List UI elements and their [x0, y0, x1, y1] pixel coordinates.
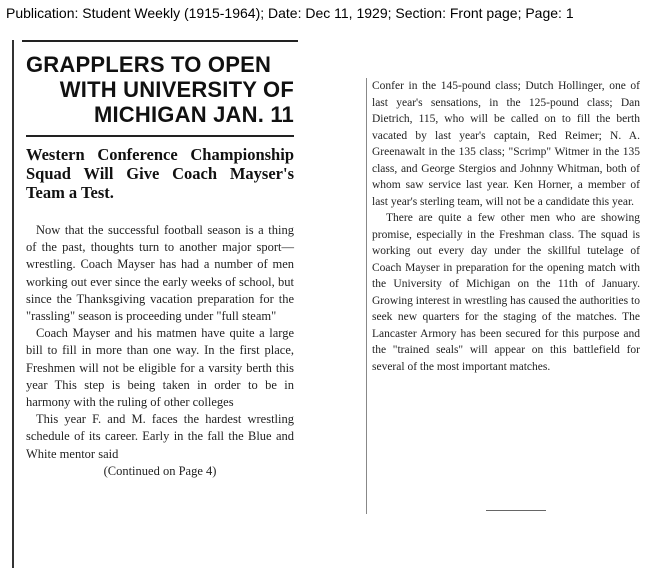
headline-line-2: WITH UNIVERSITY OF	[59, 77, 294, 102]
headline	[26, 52, 294, 127]
left-article-body	[26, 222, 294, 480]
headline-line-3: MICHIGAN JAN. 11	[93, 102, 294, 127]
article-paragraph: There are quite a few other men who are showing promise, especially in the Freshman class. The squad is working out every day under the skillful tutelage of Coach Mayser in preparation for the opening match with the University of Michigan on the 11th of January. Growing interest in wrestling has caused the authorities to seek new quarters for the staging of the matches. The Lancaster Armory has been secured for this purpose and the "trained seals" will appear on this battlefield for several of the most important matches.	[372, 212, 640, 373]
left-clipping	[12, 38, 298, 576]
left-margin-rule	[12, 40, 14, 568]
publication-caption: Publication: Student Weekly (1915-1964); Date: Dec 11, 1929; Section: Front page; Page: 1	[6, 5, 574, 21]
top-rule	[22, 40, 298, 42]
article-paragraph: This year F. and M. faces the hardest wrestling schedule of its career. Early in the fall the Blue and White mentor said	[26, 412, 294, 461]
article-paragraph: Now that the successful football season is a thing of the past, thoughts turn to another major sport—wrestling. Coach Mayser has had a number of men working out ever since the early weeks of school, but since the Thanksgiving vacation preparation for the "rassling" season is proceeding under "full steam"	[26, 223, 294, 324]
right-clipping	[366, 78, 644, 518]
article-paragraph: Confer in the 145-pound class; Dutch Hollinger, one of last year's sensations, in the 125-pound class; Dan Dietrich, 115, who will be called on to fill the berth vacated by last year's captain, Red Reimer; N. A. Greenawalt in the 135 class; "Scrimp" Witmer in the 135 class, and George Stergios and Johnny Whitman, both of whom saw service last year. Ken Horner, a member of last year's sterling team, will not be a candidate this year.	[372, 80, 640, 208]
headline-rule	[26, 135, 294, 137]
right-margin-rule	[366, 78, 367, 514]
continued-note: (Continued on Page 4)	[103, 463, 217, 478]
article-paragraph: Coach Mayser and his matmen have quite a large bill to fill in more than one way. In the first place, Freshmen will not be eligible for a varsity berth this year This step is being taken in order to be in harmony with the ruling of other colleges	[26, 326, 294, 410]
right-article-column	[372, 78, 640, 375]
end-rule	[486, 510, 546, 511]
headline-line-1: GRAPPLERS TO OPEN	[26, 52, 272, 77]
subheadline: Western Conference Championship Squad Will Give Coach Mayser's Team a Test.	[26, 145, 294, 202]
left-article-column	[26, 52, 294, 480]
